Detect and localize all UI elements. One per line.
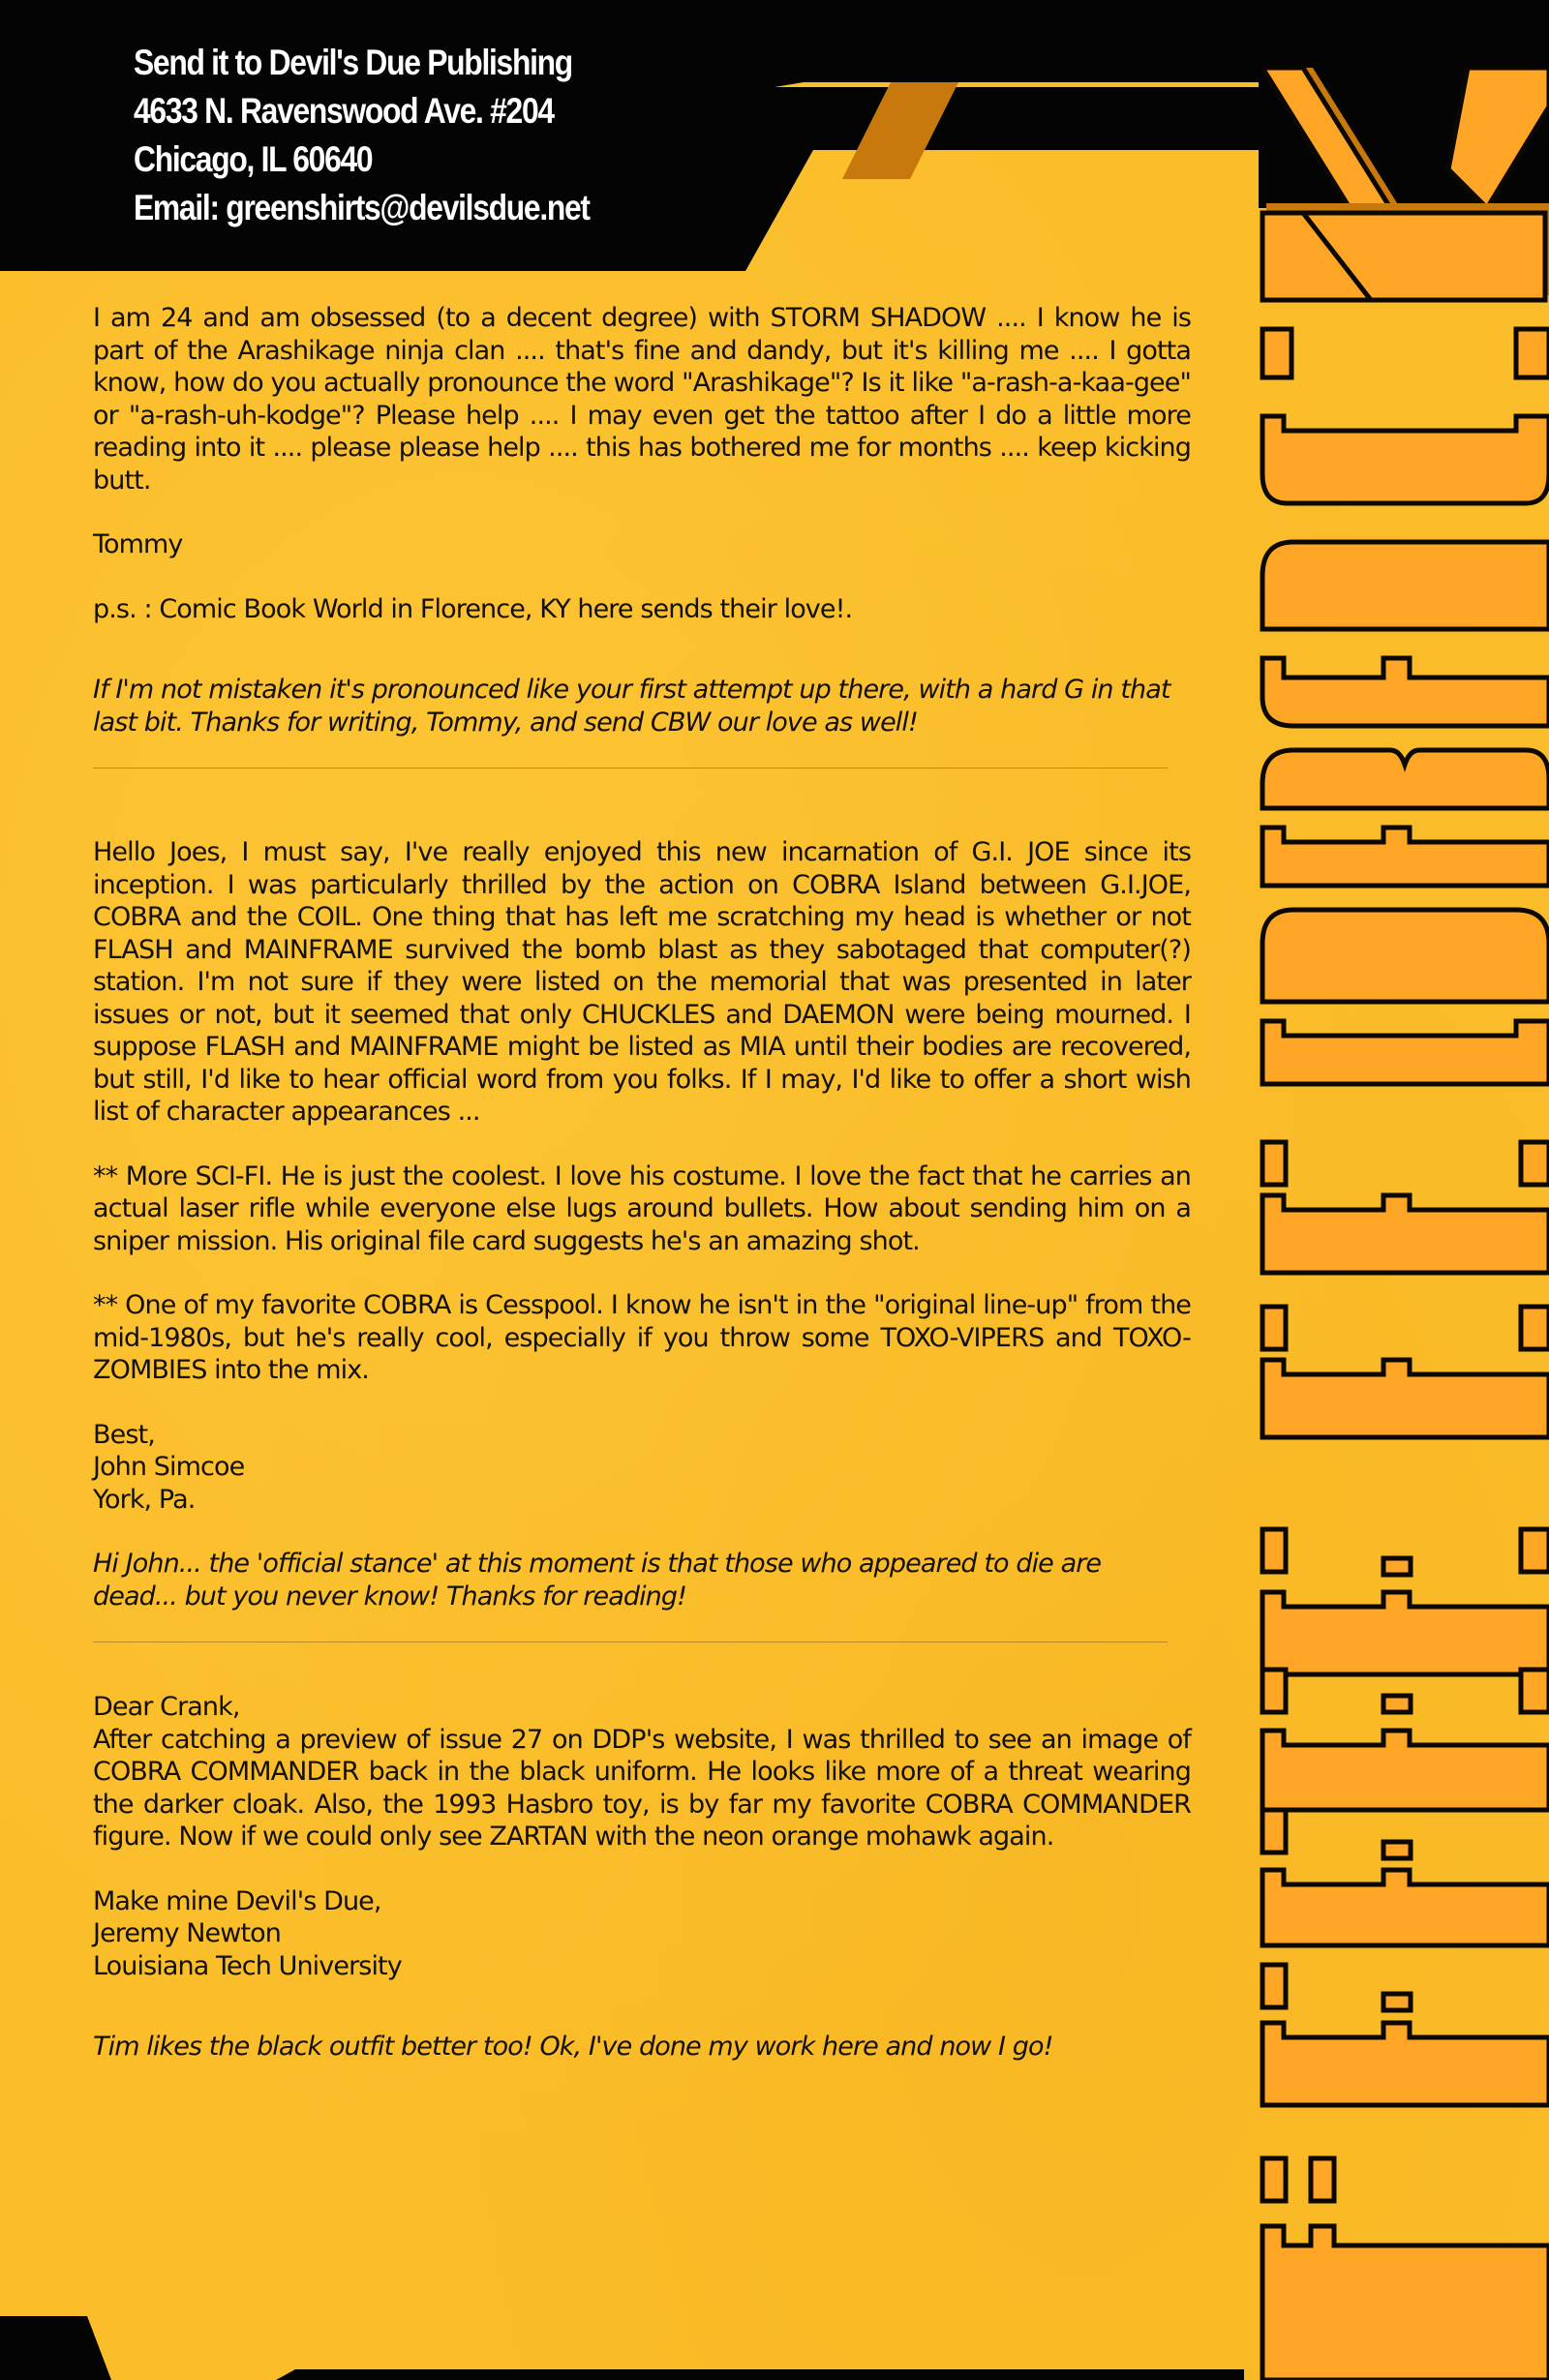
letter-signature-line: Make mine Devil's Due, (93, 1885, 381, 1916)
letter-3 (93, 1691, 1191, 2064)
letter-postscript: p.s. : Comic Book World in Florence, KY here sends their love!. (93, 593, 853, 624)
letter-greeting: Dear Crank, (93, 1692, 240, 1722)
feedback-wordmark (1255, 68, 1549, 2380)
letter-signature-line: John Simcoe (93, 1452, 245, 1482)
letter-wishlist-item: ** One of my favorite COBRA is Cesspool. I know he isn't in the "original line-up" from the mid-1980s, but he's really cool, especially if you throw some TOXO-VIPERS and TOXO-ZOMBIES into the mix. (93, 1290, 1191, 1385)
address-line-publisher: Send it to Devil's Due Publishing (134, 43, 572, 82)
letter-1 (93, 302, 1191, 738)
mailing-address (134, 39, 590, 232)
letter-body: Hello Joes, I must say, I've really enjoyed this new incarnation of G.I. JOE since its inception. I was particularly thrilled by the action on COBRA Island between G.I.JOE, COBRA and the COIL. One thing that has left me scratching my head is whether or not FLASH and MAINFRAME survived the bomb blast as they sabotaged that computer(?) station. I'm not sure if they were listed on the memorial that was presented in later issues or not, but it seemed that only CHUCKLES and DAEMON were being mourned. I suppose FLASH and MAINFRAME might be listed as MIA until their bodies are recovered, but still, I'd like to hear official word from you folks. If I may, I'd like to offer a short wish list of character appearances ... (93, 837, 1191, 1127)
editor-reply: Tim likes the black outfit better too! Ok, I've done my work here and now I go! (93, 2032, 1053, 2062)
address-line-street: 4633 N. Ravenswood Ave. #204 (134, 91, 554, 131)
letter-signature: Tommy (93, 529, 183, 559)
editor-reply: Hi John... the 'official stance' at this moment is that those who appeared to die are dead... but you never know! Thanks for reading! (93, 1549, 1102, 1612)
letter-signature-line: Louisiana Tech University (93, 1950, 402, 1981)
editor-reply: If I'm not mistaken it's pronounced like your first attempt up there, with a hard G in that last bit. Thanks for writing, Tommy, and send CBW our love as well! (93, 675, 1170, 738)
letters-column (93, 302, 1191, 2064)
letter-2 (93, 836, 1191, 1612)
address-line-city: Chicago, IL 60640 (134, 139, 373, 179)
footer-black-strip (276, 2369, 1244, 2380)
letter-signature-line: York, Pa. (93, 1484, 196, 1515)
address-line-email: Email: greenshirts@devilsdue.net (134, 188, 590, 227)
letter-body: I am 24 and am obsessed (to a decent degree) with STORM SHADOW .... I know he is part of the Arashikage ninja clan .... that's fine and dandy, but it's killing me .... I gotta know, how do you actually pronounce the word "Arashikage"? Is it like "a-rash-a-kaa-gee" or "a-rash-uh-kodge"? Please help .... I may even get the tattoo after I do a little more reading into it .... please please help .... this has bothered me for months .... keep kicking butt. (93, 303, 1191, 496)
letter-wishlist-item: ** More SCI-FI. He is just the coolest. I love his costume. I love the fact that he carries an actual laser rifle while everyone else lugs around bullets. How about sending him on a sniper mission. His original file card suggests he's an amazing shot. (93, 1160, 1191, 1256)
feedback-letterforms-icon (1255, 68, 1549, 2380)
letter-signature-line: Jeremy Newton (93, 1918, 281, 1948)
letter-signature-line: Best, (93, 1419, 155, 1450)
letter-body: After catching a preview of issue 27 on DDP's website, I was thrilled to see an image of COBRA COMMANDER back in the black uniform. He looks like more of a threat wearing the darker cloak. Also, the 1993 Hasbro toy, is by far my favorite COBRA COMMANDER figure. Now if we could only see ZARTAN with the neon orange mohawk again. (93, 1724, 1191, 1852)
